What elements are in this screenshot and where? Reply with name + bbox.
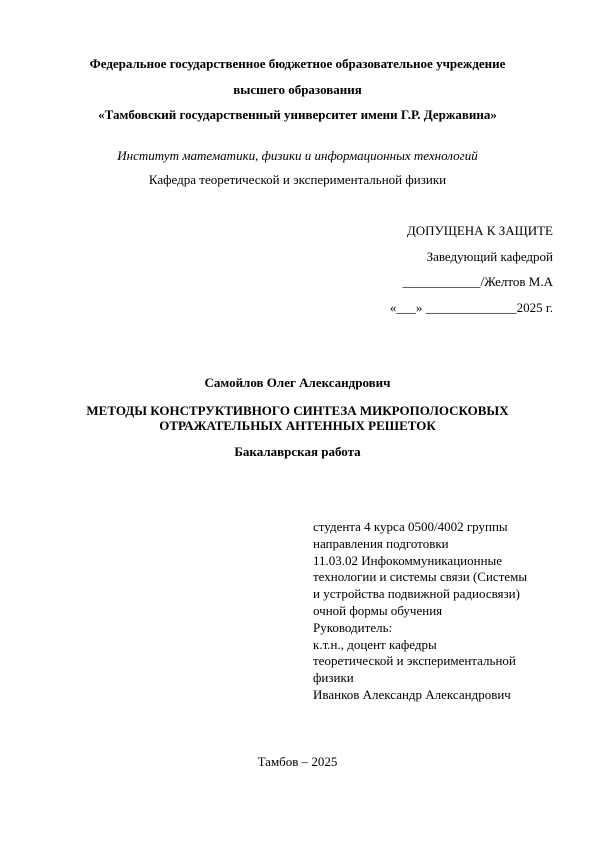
approval-title: ДОПУЩЕНА К ЗАЩИТЕ: [406, 223, 553, 238]
student-info-line: студента 4 курса 0500/4002 группы: [313, 519, 508, 534]
work-type: Бакалаврская работа: [234, 444, 361, 459]
organization-line-2: высшего образования: [233, 82, 362, 97]
student-info-line: направления подготовки: [313, 535, 449, 551]
department-name: Кафедра теоретической и экспериментальной физики: [148, 172, 447, 187]
institute-name: Институт математики, физики и информационных технологий: [117, 148, 478, 163]
organization-line-1: Федеральное государственное бюджетное образовательное учреждение: [89, 56, 506, 71]
supervisor-info-line: физики: [313, 670, 354, 686]
work-title-line-2: ОТРАЖАТЕЛЬНЫХ АНТЕННЫХ РЕШЕТОК: [159, 418, 436, 433]
student-info-line: и устройства подвижной радиосвязи): [313, 586, 520, 602]
supervisor-label: Руководитель:: [313, 619, 393, 635]
approval-signature: ____________/Желтов М.А: [402, 274, 553, 289]
supervisor-name: Иванков Александр Александрович: [313, 686, 511, 702]
university-name: «Тамбовский государственный университет имени Г.Р. Державина»: [98, 107, 497, 122]
approval-date: «___» ______________2025 г.: [389, 300, 553, 315]
supervisor-info-line: к.т.н., доцент кафедры: [313, 636, 437, 652]
student-info-line: технологии и системы связи (Системы: [313, 569, 528, 585]
supervisor-info-line: теоретической и экспериментальной: [313, 653, 516, 669]
student-info-line: 11.03.02 Инфокоммуникационные: [313, 552, 503, 568]
approval-role: Заведующий кафедрой: [426, 249, 553, 264]
work-title-line-1: МЕТОДЫ КОНСТРУКТИВНОГО СИНТЕЗА МИКРОПОЛОСКОВЫХ: [86, 403, 509, 418]
student-info-block: [313, 519, 553, 704]
city-year: Тамбов – 2025: [257, 754, 338, 769]
student-info-line: очной формы обучения: [313, 602, 443, 618]
author-name: Самойлов Олег Александрович: [204, 375, 391, 390]
